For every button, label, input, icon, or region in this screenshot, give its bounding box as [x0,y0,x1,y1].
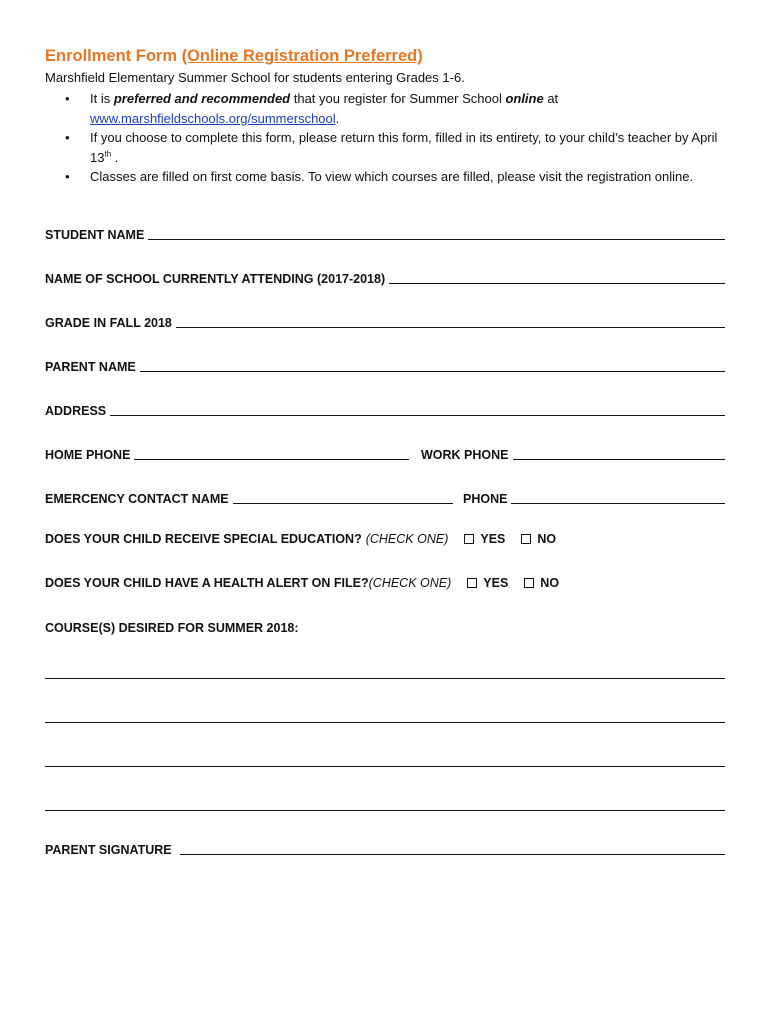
course-line-2[interactable] [45,722,725,723]
instruction-text: . [111,149,119,165]
summer-school-link[interactable]: www.marshfieldschools.org/summerschool [90,110,336,126]
address-field[interactable] [45,398,725,418]
instruction-text: Classes are filled on first come basis. To view which courses are filled, please visit the registration online. [90,169,694,184]
ordinal-suffix: th [104,149,112,159]
health-alert-question [45,576,559,590]
parent-signature-input[interactable] [180,841,725,855]
parent-name-label: PARENT NAME [45,360,136,374]
work-phone-input[interactable] [513,446,726,460]
grade-input[interactable] [176,314,725,328]
school-field[interactable] [45,266,725,286]
parent-name-input[interactable] [140,358,725,372]
special-ed-label: DOES YOUR CHILD RECEIVE SPECIAL EDUCATION? [45,532,362,546]
emergency-phone-field[interactable] [463,486,725,506]
student-name-input[interactable] [148,226,725,240]
special-ed-hint: (CHECK ONE) [365,532,449,546]
bullet-icon: • [65,91,70,106]
instruction-emphasis: online [505,91,544,106]
instruction-text: . [335,110,340,126]
health-alert-no-label: NO [540,576,560,590]
course-line-4[interactable] [45,810,725,811]
course-line-1[interactable] [45,678,725,679]
special-ed-yes-checkbox[interactable] [464,534,474,544]
emergency-contact-label: EMERCENCY CONTACT NAME [45,492,229,506]
address-label: ADDRESS [45,404,107,418]
instruction-text: If you choose to complete this form, please return this form, filled in its entirety, to your child’s teacher by April 13 [90,130,718,165]
emergency-phone-input[interactable] [511,490,725,504]
school-input[interactable] [389,270,725,284]
bullet-icon: • [65,130,70,145]
address-input[interactable] [110,402,725,416]
health-alert-label: DOES YOUR CHILD HAVE A HEALTH ALERT ON FILE? [45,576,369,590]
grade-field[interactable] [45,310,725,330]
grade-label: GRADE IN FALL 2018 [45,316,172,330]
special-ed-no-checkbox[interactable] [521,534,531,544]
health-alert-hint: (CHECK ONE) [368,576,452,590]
work-phone-label: WORK PHONE [421,448,509,462]
courses-label: COURSE(S) DESIRED FOR SUMMER 2018: [45,621,299,635]
bullet-icon: • [65,169,70,184]
work-phone-field[interactable] [421,442,725,462]
course-line-3[interactable] [45,766,725,767]
instruction-emphasis: preferred and recommended [113,91,291,106]
instruction-text: It is [90,91,114,106]
parent-signature-field[interactable] [45,837,725,857]
health-alert-no-checkbox[interactable] [524,578,534,588]
special-ed-yes-label: YES [480,532,506,546]
intro-text: Marshfield Elementary Summer School for students entering Grades 1-6. [45,70,465,85]
parent-name-field[interactable] [45,354,725,374]
emergency-phone-label: PHONE [463,492,508,506]
home-phone-input[interactable] [134,446,409,460]
health-alert-yes-label: YES [483,576,509,590]
home-phone-field[interactable] [45,442,409,462]
student-name-field[interactable] [45,222,725,242]
form-title [45,47,423,66]
instruction-item [45,89,735,128]
school-label: NAME OF SCHOOL CURRENTLY ATTENDING (2017-2018) [45,272,386,286]
health-alert-yes-checkbox[interactable] [467,578,477,588]
instruction-text: that you register for Summer School [290,91,506,106]
emergency-contact-input[interactable] [233,490,453,504]
emergency-contact-field[interactable] [45,486,453,506]
instructions-list [45,89,735,187]
instruction-item [45,167,735,187]
form-title-paren: (Online Registration Preferred) [181,47,423,65]
home-phone-label: HOME PHONE [45,448,131,462]
parent-signature-label: PARENT SIGNATURE [45,843,172,857]
special-ed-no-label: NO [537,532,557,546]
student-name-label: STUDENT NAME [45,228,145,242]
form-title-main: Enrollment Form [45,47,182,65]
instruction-item [45,128,735,167]
special-ed-question [45,532,556,546]
instruction-text: at [543,91,559,106]
